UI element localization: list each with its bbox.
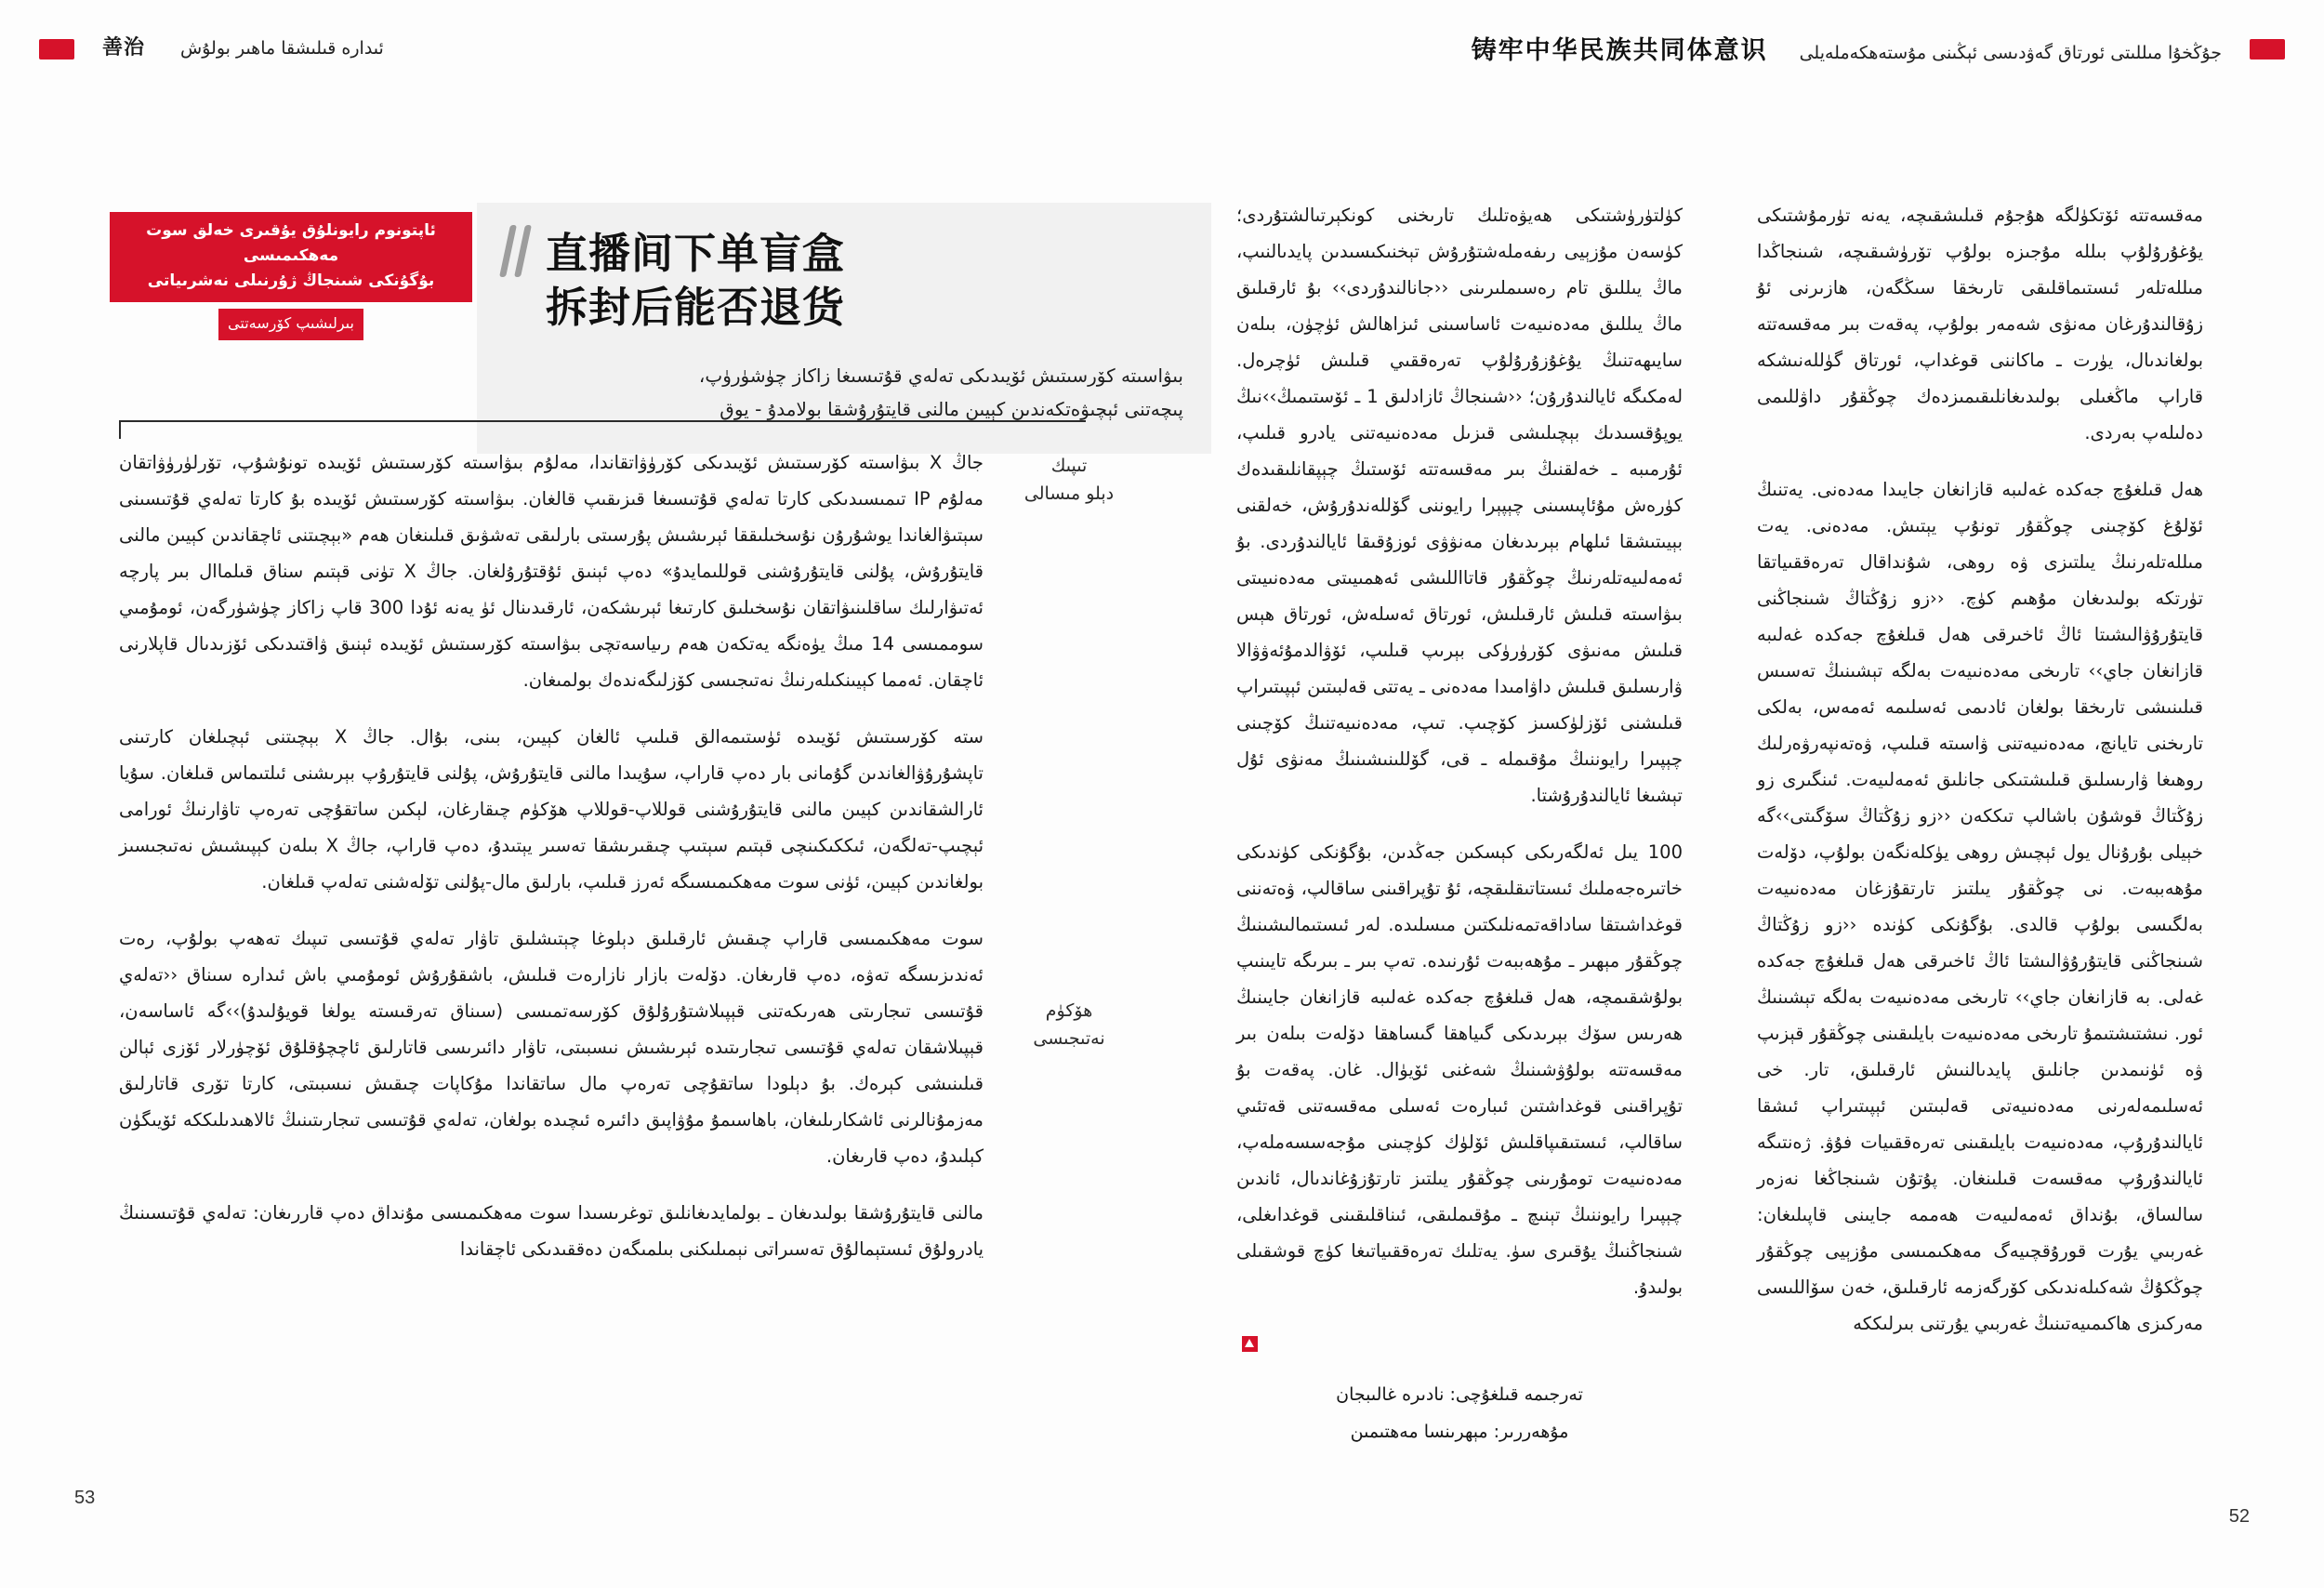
running-head-right [1472,30,2222,66]
page-number-left: 53 [74,1488,96,1508]
kicker-subline: بىرلىشىپ كۆرسەتتى [218,309,363,340]
kicker-line-1: ئاپتونوم رايونلۇق يۇقىرى خەلق سوت مەھكىمىسى [146,221,436,265]
editor-credit: مۇھەررىر: مېھرىنسا مەھتىمىن [1350,1422,1569,1442]
margin-note-verdict [1013,997,1125,1052]
paragraph: 100 يىل ئەلگەرىكى كېسكىن جەڭدىن، بۇگۇنكى كۈندىكى خاتىرەجەملىك ئىستاتىقلىقچە، ئۇ تۇپراقىنى ساقالپ، ۋەتەننى قوغداشىتقا ساداقەتمەنلىكتىن مىسلىدە. لەر ئىستىمالىشىنىڭ چوڭقۇر مېھىر ـ مۇھەببەت ئۇرنىدە. تەپ بىر ـ بىرىگە تايىنىپ بولۇشقىمچە، ھەل قىلغۇچ جەكدە غەلىبە قازانغان جايىنىڭ ھەرىس سۆك بېرىدىكى گىياھقا گىساھقا دۆلەت بىلەن بىر مەقسەتتە بولۇۋشىنىڭ شەغنى ئۆيۈال. غان. پەقەت بۇ تۇپراقىنى قوغداشتىن ئىبارەت ئەسلى مەقسەتنى قەتئىي ساقالپ، ئىستىقىپاقلىش ئۆلۈك كۈچىنى مۇجەسسەملەپ، مەدەنىيەت تومۇرىنى چوڭقۇر يىلتىز تارتۇزۇغاندىال، ئاندىن چېپىرا رايوننىڭ تېنىچ ـ مۇقىملىقى، ئىناقلىقىنى قوغداىغلى، شىنجاڭنىڭ يۇقىرى سۈ. يەتلىك تەرەققىياتىغا كۈچ قوشقىلى بولىدۇ. [1236,841,1683,1298]
column-rule [119,420,1086,422]
paragraph: جاڭ X بىۋاسىتە كۆرسىتىش ئۆيىدىكى كۆرۈۋاتقاندا، مەلۇم بىۋاسىتە كۆرسىتىش ئۆيىدە تونۇشۇپ، تۆرلۈرۈۋاتقان مەلۇم IP تىمىسىدىكى كارتا تەلەي قۇتىسىغا قىزىقىپ قالغان. بىۋاسىتە كۆرسىتىش ئۆيىدە بۇ كارتا تەلەي قۇتىسىنى سېتىۋالغاندا يوشۇرۇن نۇسخىلىققا ئېرىشىش پۇرسىتى بارلىقى تەشۋىق قىلىنغان ھەم «بېچىتنى ئاچقاندىن كېيىن مالنى قايتۇرۇش، پۇلنى قايتۇرۇشنى قوللىمايدۇ» دەپ ئېنىق ئۇقتۇرۇلغان. جاڭ X تۈنى قېتىم سناق قىلماال بىر پارچە ئەتىۋارلىك ساقلىنىۋاتقان نۇسخىلىق كارتىغا ئېرىشكەن، ئارقىدىنال ئۈ يەنە ئۇدا 300 قاپ زاكاز چۈشۈرگەن، ئومۇمىي سوممىسى 14 مىڭ يۈەنگە يەتكەن ھەم رىياسەتچى بىۋاسىتە كۆرسىتىش ئۆيىدە ئېنىق ۋاقتىدىكى ئۆزىدىال قاپلارنى ئاچقان. ئەمما كېيىنكىلەرنىڭ نەتىجىسى كۆزلىگەندەك بولمىغان. [119,452,984,691]
red-tab-right-icon [2250,39,2285,60]
kicker-line-2: بۇگۇنكى شىنجاڭ ژۇرنىلى نەشرىياتى [147,271,435,290]
paragraph: مالنى قايتۇرۇشقا بولىدىغان ـ بولمايدىغانلىق توغرىسىدا سوت مەھكىمىسى مۇنداق دەپ قاررىغان: تەلەي قۇتىسىنىڭ يادرولۇق ئىستېمالۇق تەسىراتى نېمىلىكنى بىلمىگەن دەققىدىكى ئاچقاندا [119,1202,984,1260]
margin-note-2-line-2: نەتىجىسى [1033,1028,1105,1049]
margin-note-case-example [1013,452,1125,508]
margin-note-2-line-1: ھۆكۈم [1045,1000,1093,1021]
standfirst-line-2: پىچەتنى ئېچىۋەتكەندىن كېيىن مالنى قايتۇرۇشقا بولامدۇ - يوق [720,398,1183,420]
running-head-right-chinese: 铸牢中华民族共同体意识 [1471,36,1768,65]
running-head-right-uyghur: جۇڭخۇا مىللىتى ئورتاق گەۋدىسى ئېڭىنى مۇستەھكەملەيلى [1799,43,2222,63]
body-column-right [1757,197,2203,1362]
margin-note-1-line-2: دېلو مىسالى [1023,483,1115,504]
paragraph: كۈلتۈرۈشتىكى ھەيۋەتلىك تارىخنى كونكېرتىالشتۇردى؛ كۈسەن مۇزېيى رىفەملەشتۇرۇش تېخنىكىسىدىن پايدىالنىپ، ماڭ يىللىق تام رەسىملىرىنى ‹‹جانالندۇردى›› بۇ ئارقىلىق ماڭ يىللىق مەدەنىيەت ئاساسىنى ئىزاھالش ئۈچۈن، بىلەن سايىھەتنىڭ يۇغۇزۇرۇلۇپ تەرەققىي قىلىش ئۈچرەل. لەمكىگە ئايالندۇرۇن؛ ‹‹شىنجاڭ ئازادلىق 1 ـ ئۆستىمىڭ››نىڭ يوپۇقسىدىك بېچىلىشى قىزىل مەدەنىيەتنى يادرو قىلىپ، ئۇرمىبە ـ خەلقنىڭ بىر مەقسەتتە ئۆستىڭ چېپقانلىقىدەك كۈرەش مۇئاپىسىنى چېپېرا رايوننى گۆللەندۇرۇش، خەلقنى بېيىتىشقا ئىلھام بېرىدىغان مەنۋۋى ئوزۇقىقا ئايالندۇردى. بۇ ئەمەلىيەتلەرنىڭ چوڭقۇر قاتااللىشى ئەھمىيىتى مەدەنىيىتى بىۋاسىتە قىلىش ئارقىلىش، ئورتاق ئەسلەش، ئورتاق ھېس قىلىش مەنىۋى كۆرۈرۈكى بېرىپ قىلىپ، ئۆۋالدمۇئەۋۋالا ۋارىسلىق قىلىش داۋامىدا مەدەنى ـ يەتتى قەلبىتىن ئېپىتىراپ قىلىشنى ئۆزلۈكسىز كۆچىپ. تىپ، مەدەنىيەتنىڭ كۆچىنى چېپىرا رايوننىڭ مۇقىملە ـ قى، گۆللىنىشىنىڭ مەنۋى ئۇل تېشىغا ئايالندۇرۇشتا. [1236,205,1684,806]
headline-line-1: 直播间下单盲盒 [546,229,846,278]
column-rule-tick [119,420,121,439]
standfirst-line-1: بىۋاسىتە كۆرسىتىش ئۆيىدىكى تەلەي قۇتىسىغا زاكاز چۈشۈرۈپ، [698,364,1183,387]
paragraph: ستە كۆرسىتىش ئۆيىدە ئۈستىمەالق قىلىپ ئالغان كېيىن، بىنى، بۇال. جاڭ X بېچىتنى ئېچىلغان كارتىنى تاپشۇرۇۋالغاندىن گۇمانى بار دەپ قاراپ، سۇيىدا مالنى قايتۇرۇش، پۇلنى قايتۇرۇپ بېرىشنى ئىلتىماس قىلغان. سۇيا ئارالشقاندىن كېيىن مالنى قايتۇرۇشنى قوللاپ-قوللاپ ھۆكۈم چىقارغان، لېكىن ساتقۇچى تەرەپ تاۋارنىڭ ئورامى ئېچىپ-تەلگەن، ئىككىكىنچى قېتىم سېتىپ چىقىرىشقا تەسىر يېتىدۇ، دەپ قاراپ، جاڭ X بىلەن كېپىشىش نەتىجىسىز بولغاندىن كېيىن، ئۈنى سوت مەھكىمىسىگە ئەرز قىلىپ، بارلىق مال-پۇلنى تۆلەشنى تەلەپ قىلغان. [119,726,984,893]
standfirst [546,359,1183,426]
article-kicker [110,212,472,340]
headline-panel [477,203,1211,454]
running-head [0,0,2324,112]
end-mark-paragraph [1236,1326,1683,1362]
paragraph: ھەل قىلغۇچ جەكدە غەلىبە قازانغان جايىدا مەدەنى. يەتنىڭ ئۆلۇغ كۆچىنى چوڭقۇر تونۇپ يېتىش. مەدەنى. يەت مىللەتلەرنىڭ يىلتىزى ۋە روھى، شۇنداقال تەرەققىياتقا تۈرتكە بولىدىغان مۇھىم كۈچ. ‹‹زو زۇڭتاڭ شىنجاڭنى قايتۇرۇۋالىشىتا ئاڭ ئاخىرقى ھەل قىلغۇچ جەكدە غەلىبە قازانغان جاي›› تارىخى مەدەنىيەت بەلگە تېشىنىڭ تەسىس قىلىنىشى تارىخقا بولغان ئادىمى ئەسلىمە ئەمەس، بەلكى تارىخنى تايانچ، مەدەنىيەتنى ۋاسىتە قىلىپ، ۋەتەنپەرۋەرلىك روھىغا ۋارىسلىق قىلىشتىكى جانلىق ئەمەلىيەت. ئىنگىرى زو زۇڭتاڭ قوشۇن باشالپ تىككەن ‹‹زو زۇڭتاڭ سۆگىتى››گە خېيلى بۇرۇنال يول ئېچىش روھى يۈكلەنگەن بولۇپ، دۆلەت مۇھەببەت. نى چوڭقۇر يىلتىز تارتقۇزغان مەدەنىيەت بەلگىسى بولۇپ قالدى. بۇگۇنكى كۈندە ‹‹زو زۇڭتاڭ شىنجاڭنى قايتۇرۇۋالىشتا ئاڭ ئاخىرقى ھەل قىلغۇچ جەكدە غەلى. بە قازانغان جاي›› تارىخى مەدەنىيەت بەلگە تېشىنىڭ ئور. نىشتىشتىمۇ تارىخى مەدەنىيەت بايلىقىنى چوڭقۇر قېزىپ ۋە ئۈنىمدىن جانلىق پايدىالنىش ئارقىلىق، تار. خى ئەسلىمەلەرنى مەدەنىيەتى قەلبىتىن ئېپىتىراپ ئىشقا ئايالندۇرۇپ، مەدەنىيەت بايلىقىنى تەرەققىيات فۇۋ. ژەنتىگە ئايالندۇرۇپ مەقسەت قىلىنغان. پۇتۇن شىنجاڭغا نەزەر سالساق، بۇنداق ئەمەلىيەت ھەممە جايىنى قاپىلىغان: غەربىي يۇرت قورۇقچىيەگ مەھكىمىسى مۇزېيى چوڭقۇر چوڭكۇڭ شەكىلەندىكى كۆرگەزمە ئارقىلىق، خەن سۆاللىسى مەركىزى ھاكىمىيەتىنىڭ غەربىي يۇرتنى بىرلىككە [1757,479,2203,1334]
margin-note-1-line-1: تىپىك [1050,456,1088,476]
translator-credit: تەرجىمە قىلغۇچى: نادىرە غالىبجان [1336,1384,1583,1405]
body-column-left [119,444,984,1288]
running-head-left-uyghur: ئىدارە قىلىشقا ماھىر بولۇش [180,38,384,59]
page-number-right: 52 [2228,1506,2250,1527]
running-head-left-chinese: 善治 [102,35,146,60]
kicker-band [110,212,472,302]
body-column-middle [1236,197,1683,1383]
quote-mark-icon [501,225,533,283]
running-head-left [102,32,384,60]
headline-line-2: 拆封后能否退货 [546,283,846,332]
article-credits [1236,1376,1683,1450]
paragraph: سوت مەھكىمىسى قاراپ چىقىش ئارقىلىق دېلوغا چېتىشلىق تاۋار تەلەي قۇتىسى تىپىك تەھەپ بولۇپ، رەت ئەندىزىسگە تەۋە، دەپ قارىغان. دۆلەت بازار نازارەت قىلىش، باشقۇرۇش ئومۇمىي باش ئىدارە سىناق ‹‹تەلەي قۇتىسى تىجارىتى ھەرىكەتنى قېپىلاشتۇرۇلۇق كۆرسەتمىسى (سىناق تەرقىستە يولغا قويۇلىدۇ)››گە ئاساسەن، قېپىلاشقان تەلەي قۇتىسى تىجارىتىدە ئېرىشىش نىسبىتى، تاۋار دائىرىسى قاتارلىق ئاچچۇقلۇق ئۆچۈرلار ئۆزى ئېالن قىلىنىشى كېرەك. بۇ دېلودا ساتقۇچى تەرەپ مال ساتقاندا مۇكاپات چىقىش نىسبىتى، كارتا تۆرى قاتارلىق مەزمۇنالرنى ئاشكارىلىغان، باھاسىمۇ مۇۋاپىق دائىرە ئىچىدە بولغان، تەلەي قۇتىسى تىجارىتىنىڭ ئالاھىدىلىككە ئۆيىگۈن كېلىدۇ، دەپ قارىغان. [119,928,984,1167]
end-mark-icon [1242,1336,1258,1352]
red-tab-left-icon [39,39,74,60]
paragraph: مەقسەتتە ئۆتكۈلگە ھۇجۇم قىلىشقىچە، يەنە تۈرمۇشتىكى يۇغۇرۇلۇپ بىللە مۇجىزە بولۇپ تۆرۈشىقىچە، شىنجاڭدا مىللەتلەر ئىستىماقلىقى تارىخقا سىڭگەن، ھازىرنى ئۇ زۇقالندۇرغان مەنۋى شەمەر بولۇپ، پەقەت بىر مەقسەتتە بولغاندىال، يۈرت ـ ماكاننى قوغداپ، ئورتاق گۈللەنىشكە قاراپ ماڭغىلى بولىدىغانلىقىمىزدەك چوڭقۇر داۋللىمى دەلىلەپ بەردى. [1757,205,2203,443]
